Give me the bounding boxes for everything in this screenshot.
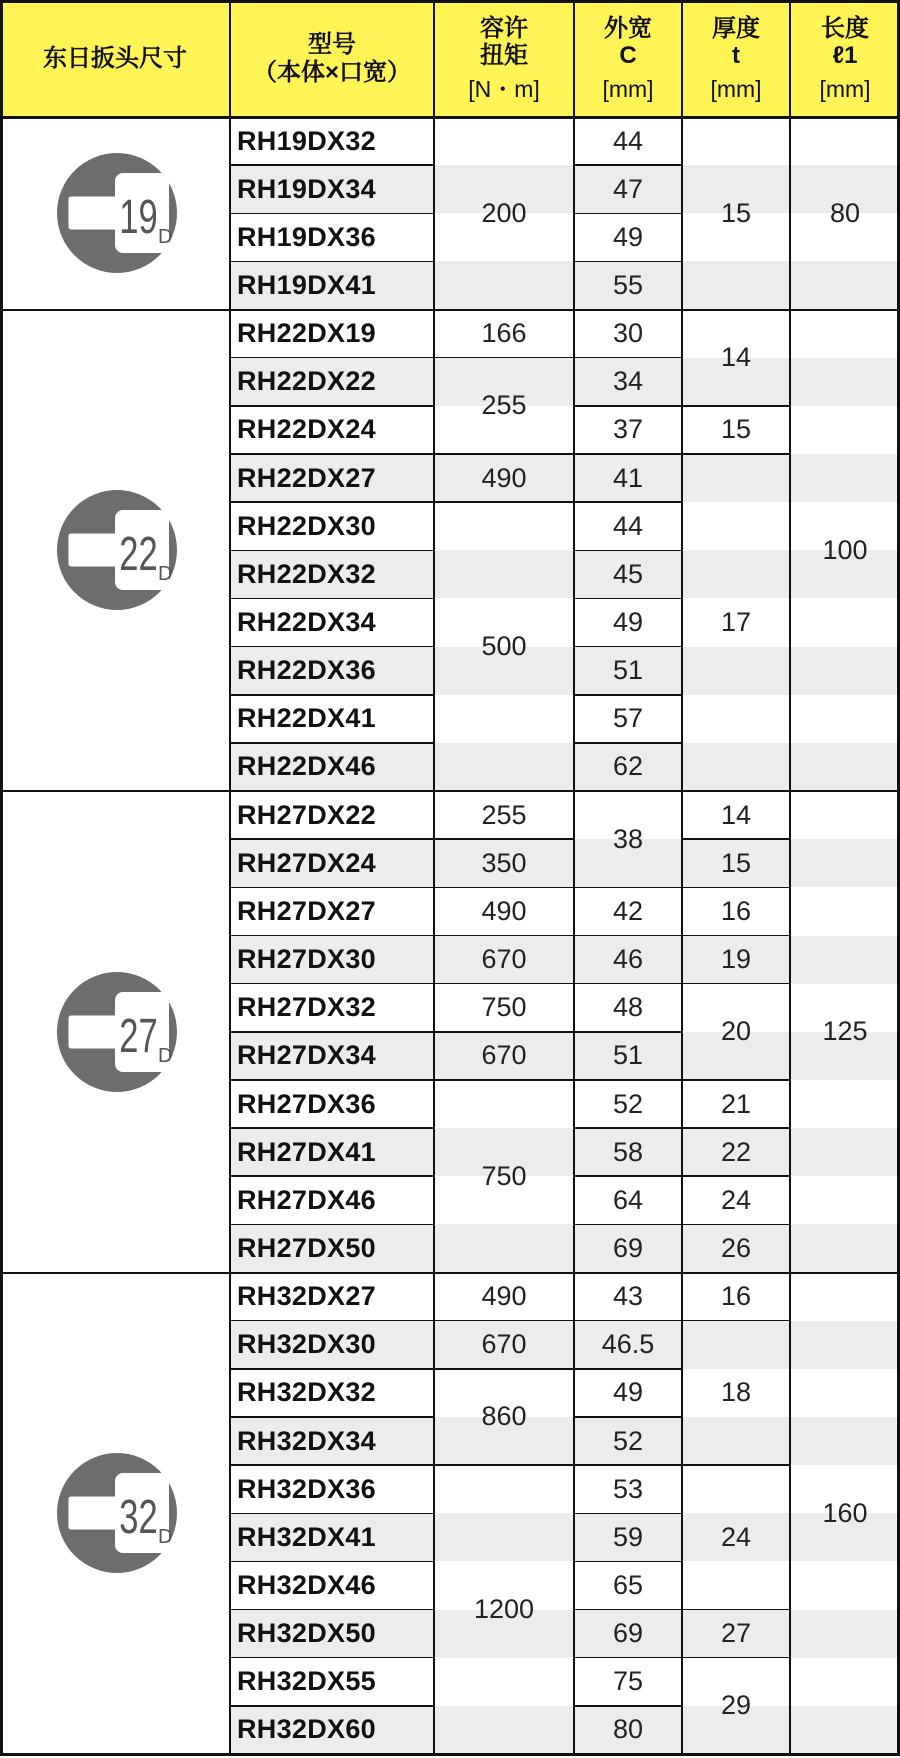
model-cell: RH22DX36 <box>237 655 376 686</box>
header-width-unit: [mm] <box>602 75 654 102</box>
grid-line <box>230 1513 434 1515</box>
grid-line <box>574 1464 682 1466</box>
width-cell: 51 <box>612 655 644 686</box>
header-thickness <box>682 0 790 117</box>
grid-line <box>230 1464 434 1466</box>
grid-line <box>230 1705 434 1707</box>
grid-line <box>682 838 790 840</box>
grid-line <box>230 1657 434 1659</box>
grid-line <box>682 1657 790 1659</box>
torque-cell: 255 <box>481 799 527 830</box>
model-cell: RH32DX30 <box>237 1329 376 1360</box>
length-cell: 100 <box>822 534 868 565</box>
model-cell: RH22DX22 <box>237 366 376 397</box>
width-cell: 49 <box>612 221 644 252</box>
model-cell: RH27DX32 <box>237 992 376 1023</box>
torque-cell: 670 <box>481 1040 527 1071</box>
model-cell: RH27DX46 <box>237 1184 376 1215</box>
column-divider <box>789 0 791 1754</box>
model-cell: RH32DX50 <box>237 1618 376 1649</box>
grid-line <box>682 405 790 407</box>
socket-27d-icon <box>55 970 179 1099</box>
torque-cell: 750 <box>481 1160 527 1191</box>
header-model-line1: 型号 <box>308 30 356 58</box>
grid-line <box>574 1513 682 1515</box>
grid-line <box>230 164 434 166</box>
column-divider <box>573 0 575 1754</box>
grid-line <box>682 453 790 455</box>
model-cell: RH19DX34 <box>237 173 376 204</box>
svg-text:D: D <box>158 563 173 586</box>
socket-22d-icon <box>55 488 179 617</box>
grid-line <box>230 453 434 455</box>
header-width <box>574 0 682 117</box>
model-cell: RH32DX60 <box>237 1714 376 1745</box>
grid-line <box>230 1609 434 1611</box>
header-torque-unit: [N・m] <box>468 75 540 102</box>
model-cell: RH19DX41 <box>237 270 376 300</box>
grid-line <box>230 598 434 600</box>
width-cell: 44 <box>612 510 644 541</box>
torque-cell: 500 <box>481 631 527 662</box>
grid-line <box>574 213 682 215</box>
header-divider <box>0 116 900 119</box>
width-cell: 42 <box>612 895 644 926</box>
grid-line <box>230 887 434 889</box>
width-cell: 58 <box>612 1136 644 1167</box>
grid-line <box>574 501 682 503</box>
thickness-cell: 15 <box>720 414 752 445</box>
header-thickness-line1: 厚度 <box>712 14 760 42</box>
grid-line <box>230 646 434 648</box>
thickness-cell: 29 <box>720 1690 752 1721</box>
grid-line <box>574 357 682 359</box>
width-cell: 65 <box>612 1569 644 1600</box>
socket-32d-icon <box>55 1451 179 1580</box>
grid-line <box>230 1127 434 1129</box>
grid-line <box>574 646 682 648</box>
torque-cell: 166 <box>481 318 527 349</box>
grid-line <box>574 1416 682 1418</box>
thickness-cell: 26 <box>720 1232 752 1263</box>
grid-line <box>230 935 434 937</box>
grid-line <box>574 935 682 937</box>
grid-line <box>682 1224 790 1226</box>
model-cell: RH22DX19 <box>237 318 376 349</box>
grid-line <box>230 357 434 359</box>
model-cell: RH27DX27 <box>237 895 376 926</box>
grid-line <box>574 598 682 600</box>
header-torque <box>434 0 574 117</box>
grid-line <box>682 887 790 889</box>
grid-line <box>434 1031 574 1033</box>
width-cell: 59 <box>612 1521 644 1552</box>
grid-line <box>230 1561 434 1563</box>
grid-line <box>230 1175 434 1177</box>
frame-top <box>0 0 900 3</box>
model-cell: RH22DX32 <box>237 558 376 589</box>
width-cell: 48 <box>612 992 644 1023</box>
grid-line <box>230 550 434 552</box>
width-cell: 30 <box>612 318 644 349</box>
model-cell: RH32DX55 <box>237 1666 376 1697</box>
grid-line <box>682 1127 790 1129</box>
svg-text:D: D <box>158 1044 173 1067</box>
thickness-cell: 15 <box>720 197 752 228</box>
torque-cell: 750 <box>481 992 527 1023</box>
model-cell: RH22DX46 <box>237 751 376 782</box>
torque-cell: 670 <box>481 944 527 975</box>
width-cell: 53 <box>612 1473 644 1504</box>
grid-line <box>434 1079 574 1081</box>
grid-line <box>574 1561 682 1563</box>
model-cell: RH22DX27 <box>237 462 376 493</box>
grid-line <box>434 1320 574 1322</box>
grid-line <box>574 887 682 889</box>
group-divider <box>0 1753 900 1756</box>
width-cell: 37 <box>612 414 644 445</box>
model-cell: RH32DX32 <box>237 1377 376 1408</box>
width-cell: 75 <box>612 1666 644 1697</box>
width-cell: 41 <box>612 462 644 493</box>
thickness-cell: 15 <box>720 847 752 878</box>
grid-line <box>230 1079 434 1081</box>
torque-cell: 1200 <box>473 1594 535 1625</box>
thickness-cell: 27 <box>720 1618 752 1649</box>
width-cell: 46.5 <box>601 1329 655 1360</box>
thickness-cell: 24 <box>720 1184 752 1215</box>
header-length <box>790 0 900 117</box>
header-thickness-line2: t <box>732 42 740 70</box>
model-cell: RH27DX41 <box>237 1136 376 1167</box>
width-cell: 57 <box>612 703 644 734</box>
header-model <box>230 0 434 117</box>
length-cell: 80 <box>829 197 861 228</box>
thickness-cell: 20 <box>720 1016 752 1047</box>
grid-line <box>682 1079 790 1081</box>
svg-text:D: D <box>158 226 173 249</box>
column-divider <box>681 0 683 1754</box>
header-length-unit: [mm] <box>819 75 871 102</box>
socket-19d-icon <box>55 151 179 280</box>
grid-line <box>434 887 574 889</box>
model-cell: RH22DX34 <box>237 607 376 638</box>
model-cell: RH22DX30 <box>237 510 376 541</box>
grid-line <box>682 1175 790 1177</box>
grid-line <box>574 1320 682 1322</box>
grid-line <box>574 1127 682 1129</box>
model-cell: RH27DX36 <box>237 1088 376 1119</box>
torque-cell: 490 <box>481 462 527 493</box>
grid-line <box>682 935 790 937</box>
header-width-line1: 外宽 <box>604 14 652 42</box>
thickness-cell: 17 <box>720 607 752 638</box>
grid-line <box>574 1657 682 1659</box>
thickness-cell: 14 <box>720 799 752 830</box>
thickness-cell: 22 <box>720 1136 752 1167</box>
grid-line <box>682 1609 790 1611</box>
grid-line <box>230 501 434 503</box>
grid-line <box>682 983 790 985</box>
model-cell: RH32DX46 <box>237 1569 376 1600</box>
width-cell: 46 <box>612 944 644 975</box>
grid-line <box>574 742 682 744</box>
width-cell: 52 <box>612 1088 644 1119</box>
grid-line <box>230 983 434 985</box>
width-cell: 43 <box>612 1281 644 1312</box>
grid-line <box>574 1609 682 1611</box>
grid-line <box>230 1224 434 1226</box>
thickness-cell: 19 <box>720 944 752 975</box>
grid-line <box>434 453 574 455</box>
width-cell: 55 <box>612 270 644 300</box>
grid-line <box>230 838 434 840</box>
grid-line <box>230 405 434 407</box>
length-cell: 125 <box>822 1016 868 1047</box>
svg-text:D: D <box>158 1526 173 1549</box>
model-cell: RH32DX34 <box>237 1425 376 1456</box>
grid-line <box>574 1224 682 1226</box>
column-divider <box>229 0 231 1754</box>
model-cell: RH19DX32 <box>237 125 376 156</box>
thickness-cell: 24 <box>720 1521 752 1552</box>
thickness-cell: 16 <box>720 895 752 926</box>
grid-line <box>230 261 434 263</box>
torque-cell: 350 <box>481 847 527 878</box>
model-cell: RH22DX24 <box>237 414 376 445</box>
model-cell: RH22DX41 <box>237 703 376 734</box>
grid-line <box>574 453 682 455</box>
grid-line <box>434 357 574 359</box>
grid-line <box>574 405 682 407</box>
header-size-label: 东日扳头尺寸 <box>43 44 187 72</box>
model-cell: RH19DX36 <box>237 221 376 252</box>
svg-text:22: 22 <box>119 526 158 581</box>
width-cell: 69 <box>612 1232 644 1263</box>
torque-cell: 255 <box>481 390 527 421</box>
width-cell: 49 <box>612 607 644 638</box>
grid-line <box>682 1464 790 1466</box>
model-cell: RH32DX36 <box>237 1473 376 1504</box>
svg-text:19: 19 <box>119 189 158 244</box>
header-length-line2: ℓ1 <box>832 42 858 70</box>
width-cell: 49 <box>612 1377 644 1408</box>
model-cell: RH32DX27 <box>237 1281 376 1312</box>
width-cell: 62 <box>612 751 644 782</box>
grid-line <box>434 983 574 985</box>
header-model-line2: （本体×口宽） <box>252 58 411 86</box>
grid-line <box>230 694 434 696</box>
grid-line <box>574 261 682 263</box>
model-cell: RH27DX30 <box>237 944 376 975</box>
column-divider <box>433 0 435 1754</box>
grid-line <box>230 1416 434 1418</box>
width-cell: 34 <box>612 366 644 397</box>
thickness-cell: 14 <box>720 342 752 373</box>
width-cell: 64 <box>612 1184 644 1215</box>
grid-line <box>230 213 434 215</box>
svg-text:32: 32 <box>119 1489 158 1544</box>
grid-line <box>574 550 682 552</box>
grid-line <box>574 1705 682 1707</box>
header-width-line2: C <box>619 42 637 70</box>
header-size <box>0 0 230 117</box>
grid-line <box>574 1079 682 1081</box>
header-length-line1: 长度 <box>821 14 869 42</box>
frame-left <box>0 0 3 1754</box>
header-torque-line2: 扭矩 <box>480 42 528 70</box>
grid-line <box>230 742 434 744</box>
width-cell: 80 <box>612 1714 644 1745</box>
grid-line <box>574 983 682 985</box>
grid-line <box>434 1368 574 1370</box>
model-cell: RH27DX34 <box>237 1040 376 1071</box>
grid-line <box>434 1464 574 1466</box>
torque-cell: 670 <box>481 1329 527 1360</box>
grid-line <box>230 1368 434 1370</box>
torque-cell: 490 <box>481 895 527 926</box>
model-cell: RH27DX50 <box>237 1232 376 1263</box>
thickness-cell: 18 <box>720 1377 752 1408</box>
grid-line <box>230 1320 434 1322</box>
width-cell: 52 <box>612 1425 644 1456</box>
width-cell: 44 <box>612 125 644 156</box>
model-cell: RH32DX41 <box>237 1521 376 1552</box>
grid-line <box>434 838 574 840</box>
model-cell: RH27DX24 <box>237 847 376 878</box>
thickness-cell: 16 <box>720 1281 752 1312</box>
header-torque-line1: 容许 <box>480 14 528 42</box>
thickness-cell: 21 <box>720 1088 752 1119</box>
grid-line <box>574 1175 682 1177</box>
torque-cell: 200 <box>481 197 527 228</box>
grid-line <box>230 1031 434 1033</box>
grid-line <box>682 1320 790 1322</box>
header-thickness-unit: [mm] <box>710 75 762 102</box>
width-cell: 45 <box>612 558 644 589</box>
grid-line <box>574 1031 682 1033</box>
length-cell: 160 <box>822 1497 868 1528</box>
grid-line <box>574 1368 682 1370</box>
width-cell: 47 <box>612 173 644 204</box>
model-cell: RH27DX22 <box>237 799 376 830</box>
torque-cell: 490 <box>481 1281 527 1312</box>
grid-line <box>574 164 682 166</box>
width-cell: 51 <box>612 1040 644 1071</box>
grid-line <box>434 501 574 503</box>
svg-text:27: 27 <box>119 1008 158 1063</box>
grid-line <box>434 935 574 937</box>
grid-line <box>574 694 682 696</box>
torque-cell: 860 <box>481 1401 527 1432</box>
width-cell: 38 <box>612 823 644 854</box>
width-cell: 69 <box>612 1618 644 1649</box>
